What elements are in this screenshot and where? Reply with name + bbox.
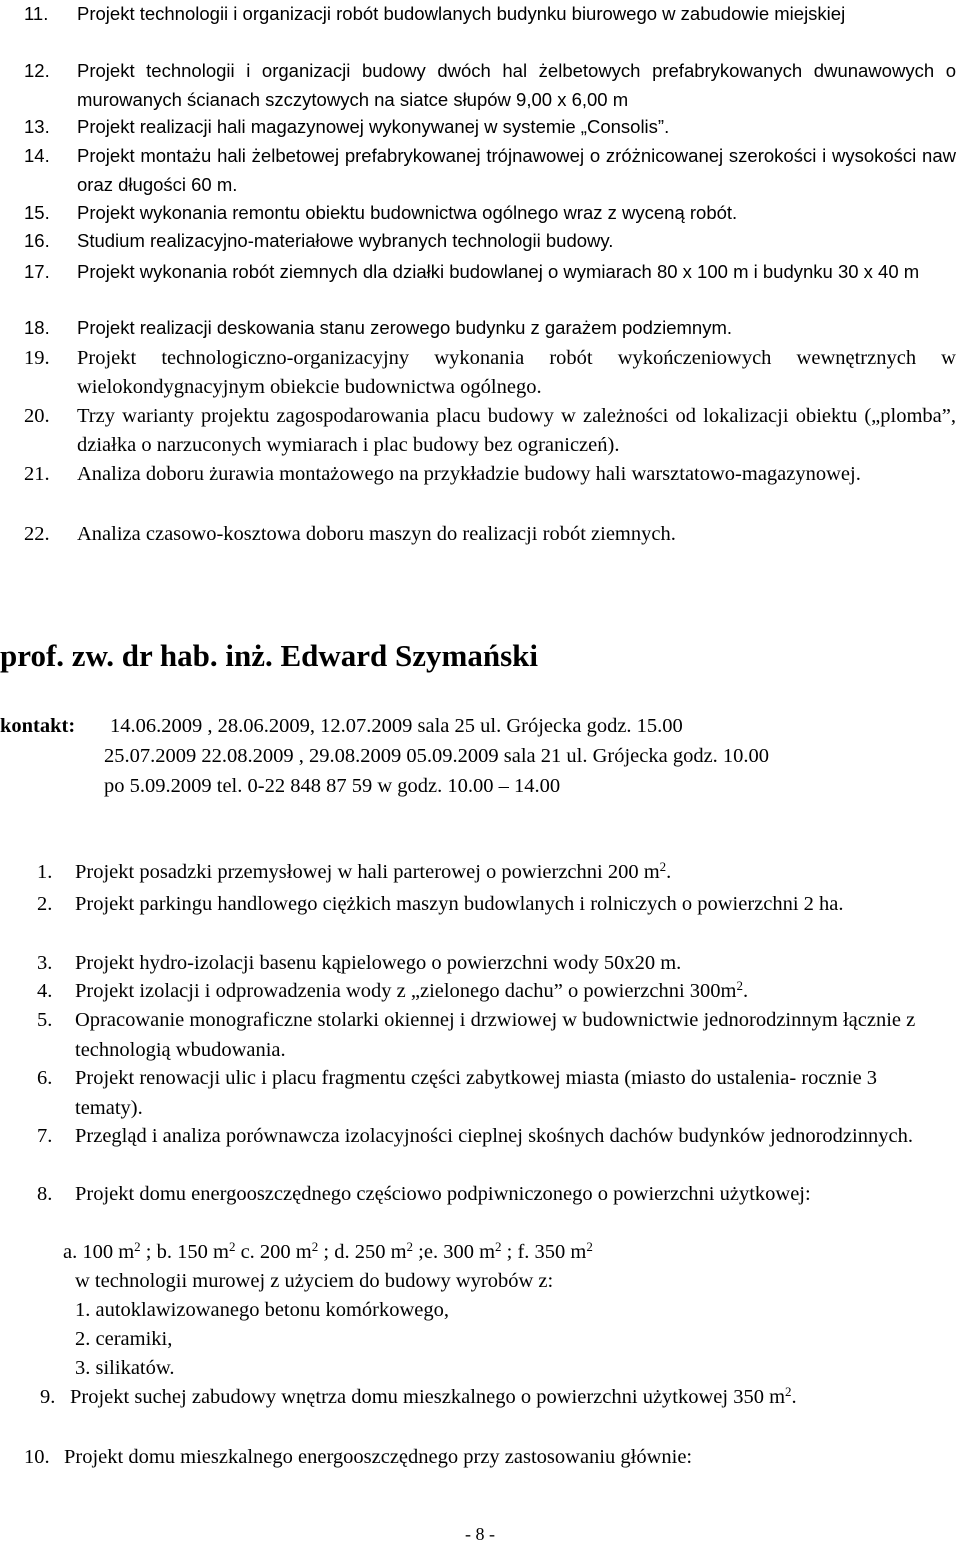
item-number: 4. xyxy=(37,980,53,1002)
superscript: 2 xyxy=(228,1239,236,1254)
superscript: 2 xyxy=(495,1239,502,1254)
superscript: 2 xyxy=(586,1239,593,1254)
item-text: Projekt wykonania remontu obiektu budownictwa ogólnego wraz z wyceną robót. xyxy=(77,202,738,223)
item-text-end: . xyxy=(666,861,672,883)
item-text: Projekt suchej zabudowy wnętrza domu mieszkalnego o powierzchni użytkowej 350 m xyxy=(70,1386,786,1408)
list-item xyxy=(24,402,956,459)
item-number: 20. xyxy=(24,405,50,427)
item-text: Projekt technologiczno-organizacyjny wykonania robót wykończeniowych wewnętrznych w wielokondygnacyjnym obiekcie budownictwa ogólnego. xyxy=(77,347,956,398)
list-item xyxy=(24,258,956,287)
technology-line: w technologii murowej z użyciem do budowy wyrobów z: xyxy=(75,1270,554,1292)
item-text: Trzy warianty projektu zagospodarowania placu budowy w zależności od lokalizacji obiektu („plomba”, działka o narzuconych wymiarach i plac budowy bez ograniczeń). xyxy=(77,405,956,456)
item-number: 18. xyxy=(24,317,50,338)
item-text: Projekt technologii i organizacji robót budowlanych budynku biurowego w zabudowie miejskiej xyxy=(77,3,846,24)
contact-line: po 5.09.2009 tel. 0-22 848 87 59 w godz. 10.00 – 14.00 xyxy=(104,775,561,797)
list-item xyxy=(24,0,956,29)
list-item xyxy=(24,227,956,256)
variant-a: a. 100 m xyxy=(63,1241,135,1263)
item-text: Projekt realizacji deskowania stanu zerowego budynku z garażem podziemnym. xyxy=(77,317,733,338)
list-item xyxy=(37,976,937,1006)
list-item xyxy=(37,857,937,887)
item-number: 10. xyxy=(24,1446,50,1468)
superscript: 2 xyxy=(659,859,667,874)
superscript: 2 xyxy=(785,1384,792,1399)
list-item xyxy=(40,1382,940,1412)
item-number: 19. xyxy=(24,347,50,369)
item-text: Projekt izolacji i odprowadzenia wody z „zielonego dachu” o powierzchni 300m xyxy=(75,980,737,1002)
item-text: Projekt montażu hali żelbetowej prefabrykowanej trójnawowej o zróżnicowanej szerokości i wysokości naw oraz długości 60 m. xyxy=(77,145,956,195)
item-text: Analiza czasowo-kosztowa doboru maszyn do realizacji robót ziemnych. xyxy=(77,523,676,545)
list-item xyxy=(37,948,937,978)
item-text: Projekt technologii i organizacji budowy dwóch hal żelbetowych prefabrykowanych dwunawowych o murowanych ścianach szczytowych na siatce słupów 9,00 x 6,00 m xyxy=(77,60,956,110)
item-text: Projekt realizacji hali magazynowej wykonywanej w systemie „Consolis”. xyxy=(77,116,670,137)
list-item xyxy=(24,1442,924,1472)
contact-label: kontakt: xyxy=(0,715,76,737)
item-text: Opracowanie monograficzne stolarki okiennej i drzwiowej w budownictwie jednorodzinnym łącznie z technologią wbudowania. xyxy=(75,1009,916,1061)
material-item: 3. silikatów. xyxy=(75,1357,175,1379)
list-item xyxy=(37,1179,937,1209)
superscript: 2 xyxy=(736,978,743,993)
superscript: 2 xyxy=(311,1239,319,1254)
item-number: 12. xyxy=(24,60,50,81)
item-text: Projekt renowacji ulic i placu fragmentu części zabytkowej miasta (miasto do ustalenia- rocznie 3 tematy). xyxy=(75,1067,878,1119)
item-number: 7. xyxy=(37,1125,53,1147)
item-number: 21. xyxy=(24,463,50,485)
contact-line: 14.06.2009 , 28.06.2009, 12.07.2009 sala 25 ul. Grójecka godz. 15.00 xyxy=(110,715,683,737)
item-text: Projekt domu mieszkalnego energooszczędnego przy zastosowaniu głównie: xyxy=(64,1446,693,1468)
list-item xyxy=(24,113,956,142)
variant-c: c. 200 m xyxy=(235,1241,312,1263)
contact-line: 25.07.2009 22.08.2009 , 29.08.2009 05.09.2009 sala 21 ul. Grójecka godz. 10.00 xyxy=(104,745,770,767)
item-number: 22. xyxy=(24,523,50,545)
item-text: Przegląd i analiza porównawcza izolacyjności cieplnej skośnych dachów budynków jednorodzinnych. xyxy=(75,1125,913,1147)
item-number: 3. xyxy=(37,952,53,974)
item-text-end: . xyxy=(791,1386,797,1408)
item-text-end: . xyxy=(742,980,749,1002)
list-item xyxy=(37,1121,937,1151)
superscript: 2 xyxy=(134,1239,141,1254)
item-number: 15. xyxy=(24,202,50,223)
professor-name: prof. zw. dr hab. inż. Edward Szymański xyxy=(0,638,539,673)
item-number: 17. xyxy=(24,261,50,282)
item-number: 6. xyxy=(37,1067,53,1089)
item-number: 11. xyxy=(24,3,49,24)
item-text: Projekt hydro-izolacji basenu kąpielowego o powierzchni wody 50x20 m. xyxy=(75,952,682,974)
page-number: - 8 - xyxy=(465,1524,495,1544)
item-number: 8. xyxy=(37,1183,53,1205)
list-item xyxy=(24,57,956,114)
variant-e: ;e. 300 m xyxy=(413,1241,496,1263)
material-item: 1. autoklawizowanego betonu komórkowego, xyxy=(75,1299,450,1321)
list-item xyxy=(37,1005,937,1065)
material-item: 2. ceramiki, xyxy=(75,1328,173,1350)
item-number: 2. xyxy=(37,893,53,915)
item-text: Projekt parkingu handlowego ciężkich maszyn budowlanych i rolniczych o powierzchni 2 ha. xyxy=(75,893,844,915)
list-item xyxy=(24,199,956,228)
area-variants xyxy=(63,1237,593,1267)
list-item xyxy=(24,314,956,343)
variant-f: ; f. 350 m xyxy=(501,1241,587,1263)
item-number: 13. xyxy=(24,116,50,137)
list-item xyxy=(37,1063,937,1123)
list-item xyxy=(24,142,956,199)
item-number: 5. xyxy=(37,1009,53,1031)
item-text: Projekt wykonania robót ziemnych dla działki budowlanej o wymiarach 80 x 100 m i budynku 30 x 40 m xyxy=(77,261,920,282)
item-text: Projekt domu energooszczędnego częściowo podpiwniczonego o powierzchni użytkowej: xyxy=(75,1183,811,1205)
superscript: 2 xyxy=(406,1239,414,1254)
item-number: 14. xyxy=(24,145,50,166)
item-number: 1. xyxy=(37,861,53,883)
list-item xyxy=(37,889,937,919)
variant-d: ; d. 250 m xyxy=(318,1241,407,1263)
list-item xyxy=(24,520,956,549)
list-item xyxy=(24,344,956,401)
variant-b: ; b. 150 m xyxy=(140,1241,229,1263)
item-text: Projekt posadzki przemysłowej w hali parterowej o powierzchni 200 m xyxy=(75,861,660,883)
item-text: Analiza doboru żurawia montażowego na przykładzie budowy hali warsztatowo-magazynowej. xyxy=(77,463,861,485)
item-text: Studium realizacyjno-materiałowe wybranych technologii budowy. xyxy=(77,230,614,251)
item-number: 9. xyxy=(40,1386,56,1408)
item-number: 16. xyxy=(24,230,50,251)
list-item xyxy=(24,460,956,489)
